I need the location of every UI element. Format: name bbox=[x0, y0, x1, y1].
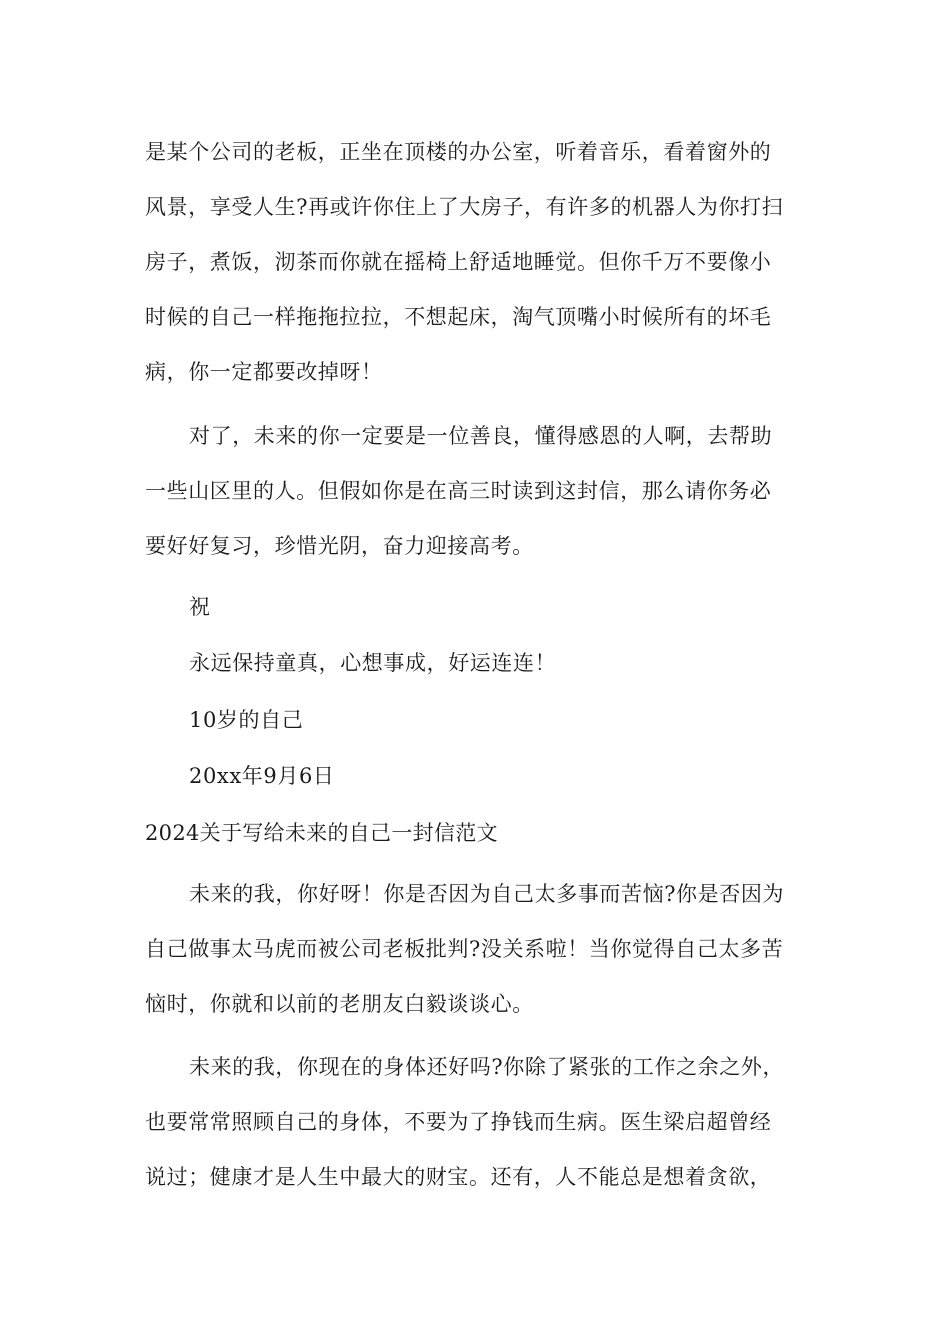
body-text-line: 时候的自己一样拖拖拉拉，不想起床，淘气顶嘴小时候所有的坏毛 bbox=[145, 305, 772, 329]
paragraph-first-line: 对了，未来的你一定要是一位善良，懂得感恩的人啊，去帮助 bbox=[189, 424, 773, 448]
body-text-line: 房子，煮饭，沏茶而你就在摇椅上舒适地睡觉。但你千万不要像小 bbox=[145, 250, 772, 274]
paragraph-first-line: 未来的我，你好呀！你是否因为自己太多事而苦恼?你是否因为 bbox=[189, 882, 785, 906]
body-text-line: 要好好复习，珍惜光阴，奋力迎接高考。 bbox=[145, 534, 534, 558]
body-text-line: 说过；健康才是人生中最大的财宝。还有，人不能总是想着贪欲， bbox=[145, 1165, 772, 1189]
body-text-line: 也要常常照顾自己的身体，不要为了挣钱而生病。医生梁启超曾经 bbox=[145, 1110, 772, 1134]
paragraph-first-line: 未来的我，你现在的身体还好吗?你除了紧张的工作之余之外， bbox=[189, 1055, 785, 1079]
closing-wish: 永远保持童真，心想事成，好运连连！ bbox=[189, 651, 557, 675]
body-text-line: 风景，享受人生?再或许你住上了大房子，有许多的机器人为你打扫 bbox=[145, 195, 784, 219]
signature: 10岁的自己 bbox=[189, 708, 304, 732]
body-text-line: 是某个公司的老板，正坐在顶楼的办公室，听着音乐，看着窗外的 bbox=[145, 140, 772, 164]
body-text-line: 病，你一定都要改掉呀！ bbox=[145, 360, 383, 384]
closing-salutation: 祝 bbox=[189, 595, 211, 619]
body-text-line: 一些山区里的人。但假如你是在高三时读到这封信，那么请你务必 bbox=[145, 479, 772, 503]
body-text-line: 恼时，你就和以前的老朋友白毅谈谈心。 bbox=[145, 992, 534, 1016]
section-heading: 2024关于写给未来的自己一封信范文 bbox=[145, 821, 498, 845]
body-text-line: 自己做事太马虎而被公司老板批判?没关系啦！当你觉得自己太多苦 bbox=[145, 937, 784, 961]
date-line: 20xx年9月6日 bbox=[189, 764, 335, 788]
